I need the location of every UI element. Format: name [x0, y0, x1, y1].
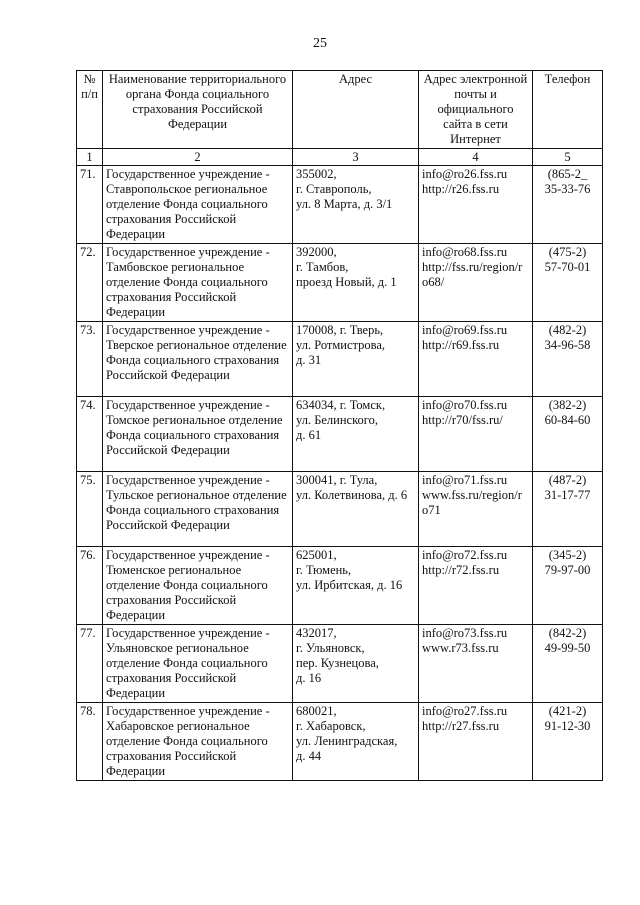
office-address: 634034, г. Томск, ул. Белинского, д. 61 [293, 397, 419, 472]
header-address: Адрес [293, 71, 419, 149]
office-address: 392000, г. Тамбов, проезд Новый, д. 1 [293, 244, 419, 322]
office-phone: (487-2) 31-17-77 [533, 472, 603, 547]
office-contacts: info@ro73.fss.ru www.r73.fss.ru [419, 625, 533, 703]
row-number: 76. [77, 547, 103, 625]
office-address: 680021, г. Хабаровск, ул. Ленинградская, д. 44 [293, 703, 419, 781]
column-number: 1 [77, 149, 103, 166]
column-number: 3 [293, 149, 419, 166]
table-row [77, 547, 603, 625]
table-row [77, 166, 603, 244]
office-name: Государственное учреждение - Ульяновское региональное отделение Фонда социального страхования Российской Федерации [103, 625, 293, 703]
office-name: Государственное учреждение - Тверское региональное отделение Фонда социального страхования Российской Федерации [103, 322, 293, 397]
office-phone: (382-2) 60-84-60 [533, 397, 603, 472]
office-name: Государственное учреждение - Тюменское региональное отделение Фонда социального страхования Российской Федерации [103, 547, 293, 625]
row-number: 78. [77, 703, 103, 781]
office-phone: (345-2) 79-97-00 [533, 547, 603, 625]
column-number: 5 [533, 149, 603, 166]
office-address: 432017, г. Ульяновск, пер. Кузнецова, д. 16 [293, 625, 419, 703]
office-contacts: info@ro70.fss.ru http://r70/fss.ru/ [419, 397, 533, 472]
office-name: Государственное учреждение - Тамбовское региональное отделение Фонда социального страхования Российской Федерации [103, 244, 293, 322]
row-number: 73. [77, 322, 103, 397]
table-row [77, 703, 603, 781]
regional-offices-table [76, 70, 603, 781]
office-name: Государственное учреждение - Тульское региональное отделение Фонда социального страхования Российской Федерации [103, 472, 293, 547]
page-number: 25 [313, 36, 327, 51]
office-phone: (865-2_ 35-33-76 [533, 166, 603, 244]
office-phone: (842-2) 49-99-50 [533, 625, 603, 703]
column-number: 4 [419, 149, 533, 166]
table-row [77, 625, 603, 703]
office-contacts: info@ro69.fss.ru http://r69.fss.ru [419, 322, 533, 397]
table-row [77, 397, 603, 472]
table-row [77, 472, 603, 547]
office-address: 300041, г. Тула, ул. Колетвинова, д. 6 [293, 472, 419, 547]
office-name: Государственное учреждение - Хабаровское региональное отделение Фонда социального страхования Российской Федерации [103, 703, 293, 781]
header-phone: Телефон [533, 71, 603, 149]
office-contacts: info@ro68.fss.ru http://fss.ru/region/r o68/ [419, 244, 533, 322]
header-web: Адрес электронной почты и официального сайта в сети Интернет [419, 71, 533, 149]
office-contacts: info@ro72.fss.ru http://r72.fss.ru [419, 547, 533, 625]
office-address: 625001, г. Тюмень, ул. Ирбитская, д. 16 [293, 547, 419, 625]
row-number: 74. [77, 397, 103, 472]
office-address: 355002, г. Ставрополь, ул. 8 Марта, д. 3/1 [293, 166, 419, 244]
row-number: 75. [77, 472, 103, 547]
office-address: 170008, г. Тверь, ул. Ротмистрова, д. 31 [293, 322, 419, 397]
column-number: 2 [103, 149, 293, 166]
row-number: 77. [77, 625, 103, 703]
office-contacts: info@ro26.fss.ru http://r26.fss.ru [419, 166, 533, 244]
office-name: Государственное учреждение - Томское региональное отделение Фонда социального страхования Российской Федерации [103, 397, 293, 472]
column-number-row [77, 149, 603, 166]
table-header-row [77, 71, 603, 149]
office-contacts: info@ro27.fss.ru http://r27.fss.ru [419, 703, 533, 781]
row-number: 72. [77, 244, 103, 322]
office-contacts: info@ro71.fss.ru www.fss.ru/region/r o71 [419, 472, 533, 547]
header-number: № п/п [77, 71, 103, 149]
office-phone: (475-2) 57-70-01 [533, 244, 603, 322]
office-name: Государственное учреждение - Ставропольское региональное отделение Фонда социального страхования Российской Федерации [103, 166, 293, 244]
table-row [77, 244, 603, 322]
office-phone: (482-2) 34-96-58 [533, 322, 603, 397]
table-row [77, 322, 603, 397]
row-number: 71. [77, 166, 103, 244]
office-phone: (421-2) 91-12-30 [533, 703, 603, 781]
header-name: Наименование территориального органа Фонда социального страхования Российской Федерации [103, 71, 293, 149]
